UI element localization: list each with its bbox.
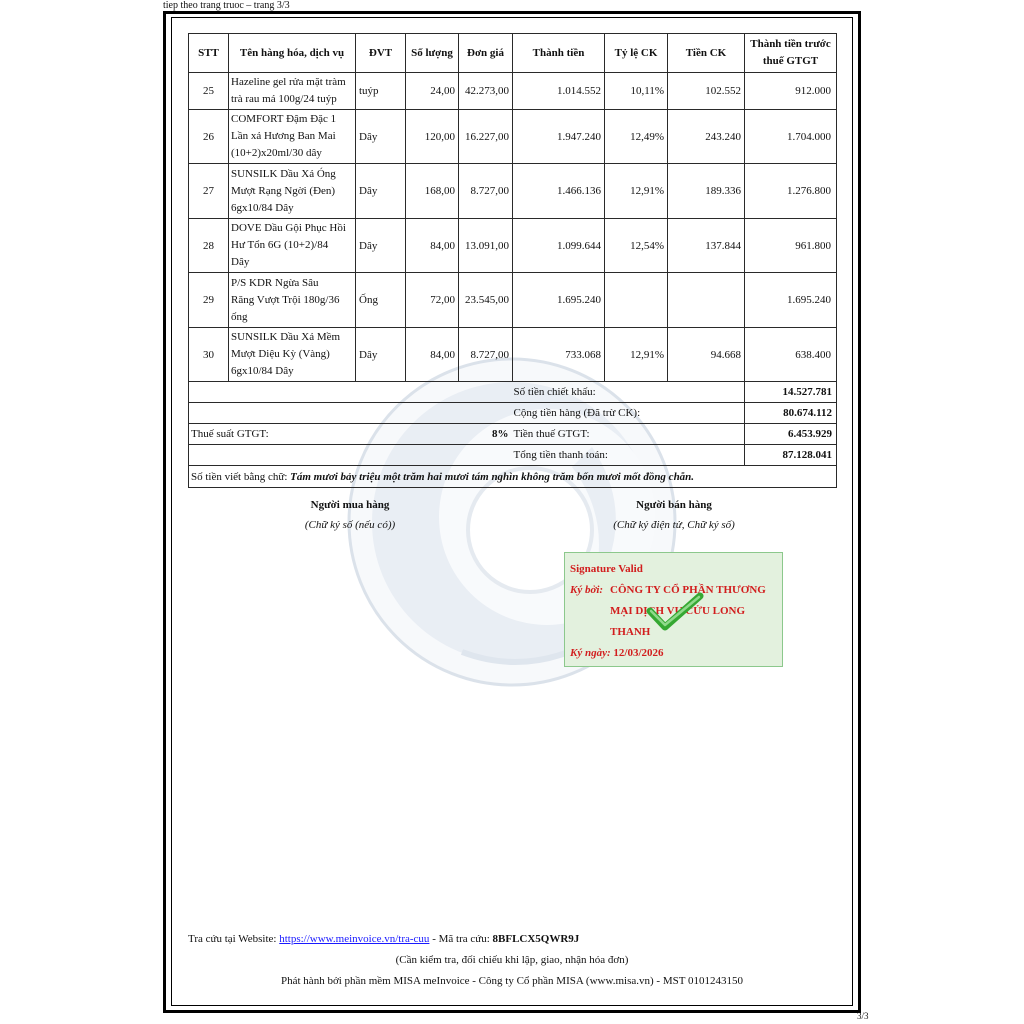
header-stt: STT bbox=[189, 34, 229, 73]
invoice-items-table bbox=[188, 33, 837, 488]
unit-cell: Ống bbox=[356, 273, 406, 328]
seller-note: (Chữ ký điện tử, Chữ ký số) bbox=[613, 519, 735, 531]
quantity-cell: 72,00 bbox=[406, 273, 459, 328]
quantity-cell: 84,00 bbox=[406, 219, 459, 273]
unit-cell: tuýp bbox=[356, 73, 406, 110]
unit-price-cell: 23.545,00 bbox=[459, 273, 513, 328]
item-name-line: Mượt Rạng Ngời (Đen) bbox=[231, 184, 336, 197]
item-name-line: SUNSILK Dầu Xả Mềm bbox=[231, 331, 341, 343]
stt-cell: 27 bbox=[189, 164, 229, 219]
amount-cell: 1.466.136 bbox=[513, 164, 605, 219]
amount-in-words-label: Số tiền viết bằng chữ: bbox=[191, 470, 288, 483]
summary-spacer-cell bbox=[189, 445, 513, 466]
discount-amount-cell: 102.552 bbox=[668, 73, 745, 110]
table-row bbox=[189, 273, 837, 328]
item-name-cell bbox=[229, 73, 356, 110]
discount-rate-cell: 12,91% bbox=[605, 164, 668, 219]
subtotal-row bbox=[189, 403, 837, 424]
amount-before-tax-cell: 1.704.000 bbox=[745, 110, 837, 164]
header-amount-before-tax-line: thuế GTGT bbox=[762, 55, 819, 67]
seller-signature-block bbox=[512, 497, 836, 533]
header-unit: ĐVT bbox=[356, 34, 406, 73]
unit-price-cell: 8.727,00 bbox=[459, 328, 513, 382]
amount-in-words-row bbox=[189, 466, 837, 488]
stt-cell: 28 bbox=[189, 219, 229, 273]
item-name-line: P/S KDR Ngừa Sâu bbox=[231, 276, 319, 289]
item-name-line: Lần xả Hương Ban Mai bbox=[231, 130, 336, 142]
discount-amount-cell: 243.240 bbox=[668, 110, 745, 164]
subtotal-label: Cộng tiền hàng (Đã trừ CK): bbox=[513, 403, 745, 424]
table-row bbox=[189, 219, 837, 273]
unit-price-cell: 42.273,00 bbox=[459, 73, 513, 110]
signer-name-line: MẠI DỊCH VỤ CỬU LONG bbox=[610, 605, 746, 617]
item-name-line: COMFORT Đậm Đặc 1 bbox=[231, 113, 337, 125]
amount-before-tax-cell: 638.400 bbox=[745, 328, 837, 382]
item-name-cell bbox=[229, 219, 356, 273]
table-header-row bbox=[189, 34, 837, 73]
unit-price-cell: 13.091,00 bbox=[459, 219, 513, 273]
stt-cell: 29 bbox=[189, 273, 229, 328]
item-name-line: Hư Tổn 6G (10+2)/84 bbox=[231, 239, 329, 251]
subtotal-value: 80.674.112 bbox=[745, 403, 837, 424]
item-name-line: Hazeline gel rửa mặt tràm bbox=[231, 76, 346, 88]
discount-rate-cell bbox=[605, 273, 668, 328]
vat-rate-cell bbox=[189, 424, 513, 445]
signer-name-line: THANH bbox=[610, 626, 651, 638]
signed-by-label: Ký bởi: bbox=[570, 584, 604, 596]
discount-rate-cell: 12,91% bbox=[605, 328, 668, 382]
discount-amount-cell: 94.668 bbox=[668, 328, 745, 382]
quantity-cell: 168,00 bbox=[406, 164, 459, 219]
discount-total-row bbox=[189, 382, 837, 403]
table-row bbox=[189, 73, 837, 110]
quantity-cell: 84,00 bbox=[406, 328, 459, 382]
stt-cell: 25 bbox=[189, 73, 229, 110]
amount-before-tax-cell: 912.000 bbox=[745, 73, 837, 110]
amount-in-words-value: Tám mươi bảy triệu một trăm hai mươi tám nghìn không trăm bốn mươi mốt đồng chẵn. bbox=[290, 470, 695, 483]
grand-total-value: 87.128.041 bbox=[745, 445, 837, 466]
lookup-code-label: - Mã tra cứu: bbox=[432, 933, 490, 945]
discount-rate-cell: 10,11% bbox=[605, 73, 668, 110]
item-name-line: 6gx10/84 Dây bbox=[231, 365, 294, 377]
lookup-prefix: Tra cứu tại Website: bbox=[188, 933, 277, 945]
continuation-note: tiep theo trang truoc – trang 3/3 bbox=[163, 0, 290, 11]
discount-amount-cell bbox=[668, 273, 745, 328]
vat-row bbox=[189, 424, 837, 445]
item-name-line: SUNSILK Dầu Xả Óng bbox=[231, 167, 336, 180]
header-amount: Thành tiền bbox=[513, 34, 605, 73]
item-name-cell bbox=[229, 273, 356, 328]
checkmark-icon bbox=[645, 591, 705, 633]
vat-rate-value: 8% bbox=[492, 428, 509, 440]
unit-cell: Dây bbox=[356, 328, 406, 382]
quantity-cell: 24,00 bbox=[406, 73, 459, 110]
item-name-line: Dây bbox=[231, 256, 250, 268]
table-row bbox=[189, 328, 837, 382]
discount-amount-cell: 189.336 bbox=[668, 164, 745, 219]
item-name-cell bbox=[229, 164, 356, 219]
stt-cell: 30 bbox=[189, 328, 229, 382]
item-name-line: Mượt Diệu Kỳ (Vàng) bbox=[231, 348, 330, 360]
amount-cell: 733.068 bbox=[513, 328, 605, 382]
amount-before-tax-cell: 1.695.240 bbox=[745, 273, 837, 328]
signed-date-line bbox=[570, 646, 664, 660]
signature-status: Signature Valid bbox=[570, 563, 643, 575]
header-discount-amount: Tiền CK bbox=[668, 34, 745, 73]
header-discount-rate: Tỷ lệ CK bbox=[605, 34, 668, 73]
vat-amount-value: 6.453.929 bbox=[745, 424, 837, 445]
item-name-line: ống bbox=[231, 310, 248, 323]
item-name-line: Răng Vượt Trội 180g/36 bbox=[231, 293, 340, 306]
unit-price-cell: 8.727,00 bbox=[459, 164, 513, 219]
publisher-note: Phát hành bởi phần mềm MISA meInvoice - Công ty Cổ phần MISA (www.misa.vn) - MST 0101243150 bbox=[281, 975, 743, 987]
unit-cell: Dây bbox=[356, 110, 406, 164]
item-name-line: trà rau má 100g/24 tuýp bbox=[231, 93, 337, 105]
item-name-cell bbox=[229, 110, 356, 164]
buyer-signature-block bbox=[188, 497, 512, 533]
item-name-cell bbox=[229, 328, 356, 382]
buyer-title: Người mua hàng bbox=[310, 499, 390, 511]
page-number: 3/3 bbox=[857, 1011, 869, 1021]
grand-total-label: Tổng tiền thanh toán: bbox=[513, 445, 745, 466]
summary-spacer-cell bbox=[189, 403, 513, 424]
item-name-line: 6gx10/84 Dây bbox=[231, 201, 294, 214]
amount-before-tax-cell: 1.276.800 bbox=[745, 164, 837, 219]
vat-rate-label: Thuế suất GTGT: bbox=[191, 428, 269, 440]
amount-in-words-cell bbox=[189, 466, 837, 488]
check-note: (Cần kiểm tra, đối chiếu khi lập, giao, nhận hóa đơn) bbox=[395, 954, 629, 966]
item-name-line: (10+2)x20ml/30 dây bbox=[231, 147, 322, 159]
discount-amount-cell: 137.844 bbox=[668, 219, 745, 273]
table-row bbox=[189, 164, 837, 219]
amount-cell: 1.947.240 bbox=[513, 110, 605, 164]
summary-spacer-cell bbox=[189, 382, 513, 403]
amount-cell: 1.099.644 bbox=[513, 219, 605, 273]
unit-cell: Dây bbox=[356, 219, 406, 273]
unit-price-cell: 16.227,00 bbox=[459, 110, 513, 164]
item-name-line: DOVE Dầu Gội Phục Hồi bbox=[231, 222, 346, 234]
grand-total-row bbox=[189, 445, 837, 466]
table-row bbox=[189, 110, 837, 164]
seller-title: Người bán hàng bbox=[636, 499, 712, 511]
stt-cell: 26 bbox=[189, 110, 229, 164]
lookup-code: 8BFLCX5QWR9J bbox=[492, 933, 580, 945]
discount-total-value: 14.527.781 bbox=[745, 382, 837, 403]
header-unit-price: Đơn giá bbox=[459, 34, 513, 73]
discount-rate-cell: 12,49% bbox=[605, 110, 668, 164]
header-amount-before-tax-line: Thành tiền trước bbox=[750, 38, 831, 50]
signed-date-value: 12/03/2026 bbox=[613, 647, 664, 659]
lookup-link[interactable]: https://www.meinvoice.vn/tra-cuu bbox=[279, 933, 430, 945]
header-amount-before-tax bbox=[745, 34, 837, 73]
signed-date-label: Ký ngày: bbox=[570, 647, 611, 659]
discount-total-label: Số tiền chiết khấu: bbox=[513, 382, 745, 403]
lookup-line bbox=[188, 931, 579, 947]
digital-signature-stamp[interactable] bbox=[564, 552, 783, 667]
vat-amount-label: Tiền thuế GTGT: bbox=[513, 424, 745, 445]
amount-cell: 1.695.240 bbox=[513, 273, 605, 328]
header-item-name: Tên hàng hóa, dịch vụ bbox=[229, 34, 356, 73]
signer-name-line: CÔNG TY CỔ PHẦN THƯƠNG bbox=[610, 584, 766, 596]
amount-before-tax-cell: 961.800 bbox=[745, 219, 837, 273]
buyer-note: (Chữ ký số (nếu có)) bbox=[304, 519, 396, 531]
vat-rate-wrap bbox=[191, 428, 511, 440]
header-quantity: Số lượng bbox=[406, 34, 459, 73]
unit-cell: Dây bbox=[356, 164, 406, 219]
amount-cell: 1.014.552 bbox=[513, 73, 605, 110]
quantity-cell: 120,00 bbox=[406, 110, 459, 164]
discount-rate-cell: 12,54% bbox=[605, 219, 668, 273]
